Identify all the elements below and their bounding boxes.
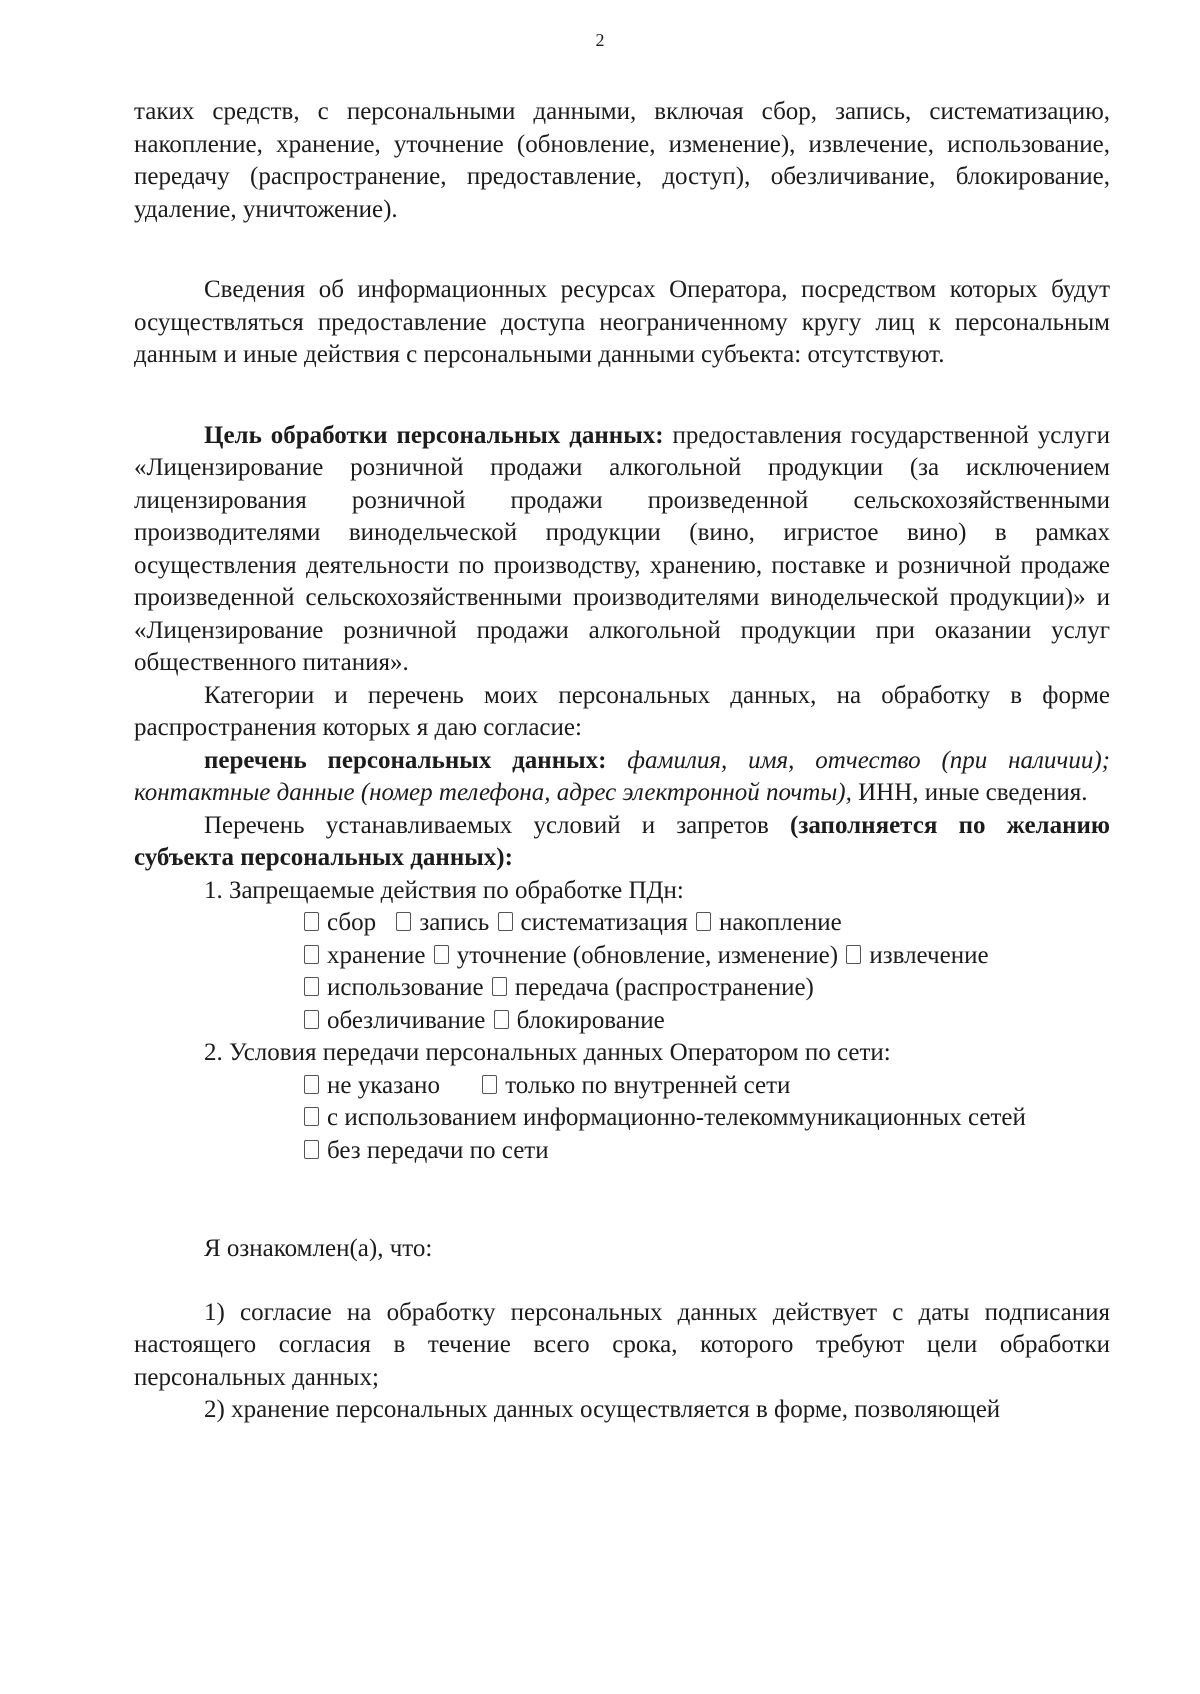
option-label: извлечение (869, 941, 989, 969)
option-label: накопление (719, 909, 842, 936)
paragraph-item-1: 1) согласие на обработку персональных данных действует с даты подписания настоящего согласия в течение всего срока, которого требуют цели обработки персональных данных; (134, 1298, 1110, 1391)
paragraph-conditions (134, 810, 1110, 875)
options-row (302, 907, 1110, 940)
checkbox-peredacha[interactable] (492, 977, 507, 996)
checkbox-nakoplenie[interactable] (696, 912, 711, 931)
data-list-italic: фамилия, имя, отчество (при наличии); контактные данные (номер телефона, адрес электронной почты), (134, 746, 1110, 806)
option-label: уточнение (обновление, изменение) (456, 941, 839, 969)
options-row (302, 940, 1110, 973)
option-label: систематизация (520, 909, 688, 936)
checkbox-obezlichivanie[interactable] (304, 1010, 319, 1029)
conditions-intro: Перечень устанавливаемых условий и запретов (204, 811, 791, 839)
section-network-conditions-title: 2. Условия передачи персональных данных Оператором по сети: (204, 1039, 891, 1066)
options-row (302, 1070, 1110, 1103)
checkbox-utochnenie[interactable] (434, 945, 449, 964)
checkbox-ne-ukazano[interactable] (304, 1075, 319, 1094)
paragraph-data-list (134, 745, 1110, 810)
purpose-label: Цель обработки персональных данных: (204, 421, 664, 449)
checkbox-itk-seti[interactable] (304, 1107, 319, 1126)
option-label: использование (327, 974, 484, 1001)
paragraph-categories-intro: Категории и перечень моих персональных данных, на обработку в форме распространения которых я даю согласие: (134, 681, 1110, 741)
checkbox-hranenie[interactable] (304, 945, 319, 964)
options-row (302, 1102, 1110, 1135)
checkbox-zapis[interactable] (396, 912, 411, 931)
checkbox-izvlechenie[interactable] (846, 945, 861, 964)
paragraph-acknowledge: Я ознакомлен(а), что: (204, 1235, 433, 1262)
conditions-bold: (заполняется по желанию субъекта персональных данных): (134, 811, 1110, 871)
option-label: обезличивание (327, 1006, 486, 1034)
options-row (302, 972, 1110, 1005)
paragraph-processing-actions: таких средств, с персональными данными, включая сбор, запись, систематизацию, накопление, хранение, уточнение (обновление, изменение), извлечение, использование, передачу (распространение, предоставление, доступ), обезличивание, блокирование, удаление, уничтожение). (134, 98, 1110, 223)
checkbox-sbor[interactable] (304, 912, 319, 931)
paragraph-item-2: 2) хранение персональных данных осуществляется в форме, позволяющей (204, 1396, 1001, 1423)
options-row (302, 1135, 1110, 1168)
option-label: сбор (327, 909, 377, 936)
option-label: с использованием информационно-телекоммуникационных сетей (327, 1104, 1026, 1131)
section-prohibited-actions-title: 1. Запрещаемые действия по обработке ПДн: (204, 876, 684, 904)
option-label: только по внутренней сети (505, 1071, 791, 1099)
data-list-plain: ИНН, иные сведения. (851, 779, 1088, 806)
option-label: блокирование (516, 1006, 665, 1034)
data-list-label: перечень персональных данных: (204, 746, 607, 774)
section-network-conditions-options (134, 1070, 1110, 1168)
paragraph-processing-purpose (134, 420, 1110, 680)
checkbox-ispolzovanie[interactable] (304, 977, 319, 996)
checkbox-bez-peredachi[interactable] (304, 1140, 319, 1159)
checkbox-blokirovanie[interactable] (494, 1010, 509, 1029)
checkbox-sistematizaciya[interactable] (498, 912, 513, 931)
option-label: хранение (327, 941, 426, 969)
section-prohibited-actions-options (134, 907, 1110, 1037)
option-label: без передачи по сети (327, 1136, 549, 1164)
paragraph-information-resources: Сведения об информационных ресурсах Оператора, посредством которых будут осуществляться предоставление доступа неограниченному кругу лиц к персональным данным и иные действия с персональными данными субъекта: отсутствуют. (134, 276, 1110, 368)
checkbox-vnutrennyaya-set[interactable] (482, 1075, 497, 1094)
page-number: 2 (595, 30, 605, 50)
document-body (134, 96, 1110, 1427)
option-label: не указано (327, 1071, 440, 1099)
option-label: запись (419, 909, 490, 936)
option-label: передача (распространение) (514, 974, 814, 1001)
options-row (302, 1005, 1110, 1038)
purpose-text: предоставления государственной услуги «Лицензирование розничной продажи алкогольной продукции (за исключением лицензирования розничной продажи произведенной сельскохозяйственными производителями винодельческой продукции (вино, игристое вино) в рамках осуществления деятельности по производству, хранению, поставке и розничной продаже произведенной сельскохозяйственными производителями винодельческой продукции)» и «Лицензирование розничной продажи алкогольной продукции при оказании услуг общественного питания». (134, 421, 1110, 676)
